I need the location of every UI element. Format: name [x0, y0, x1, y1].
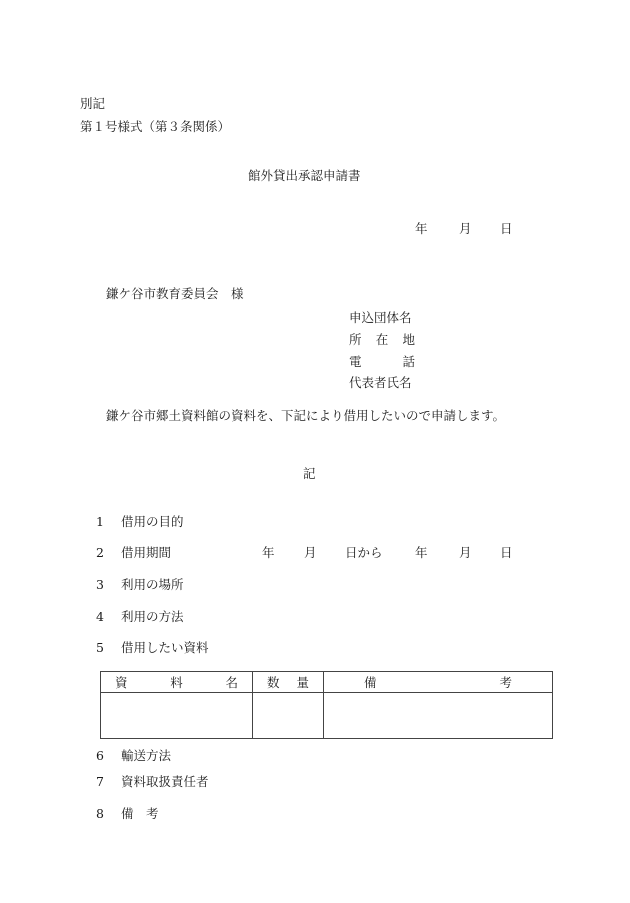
header-remarks	[324, 672, 553, 693]
item-1-number: 1	[96, 514, 104, 529]
document-title: 館外貸出承認申請書	[248, 168, 361, 183]
materials-table	[100, 671, 553, 739]
period-end-year: 年	[415, 545, 428, 560]
form-number: 第１号様式（第３条関係）	[80, 119, 231, 134]
item-7-label: 資料取扱責任者	[121, 774, 209, 789]
header-remarks-char-1: 備	[364, 675, 377, 690]
item-8-number: 8	[96, 806, 104, 821]
item-7-number: 7	[96, 774, 104, 789]
field-phone-char-1: 電	[349, 354, 362, 369]
period-start-month: 月	[304, 545, 317, 560]
cell-material-name[interactable]	[101, 693, 253, 739]
addressee: 鎌ケ谷市教育委員会 様	[106, 286, 244, 301]
field-phone-char-2: 話	[402, 354, 415, 369]
statement: 鎌ケ谷市郷土資料館の資料を、下記により借用したいので申請します。	[106, 408, 506, 423]
period-start-year: 年	[262, 545, 275, 560]
item-3-label: 利用の場所	[121, 577, 184, 592]
item-4-number: 4	[96, 609, 104, 624]
header-remarks-char-2: 考	[499, 675, 512, 690]
cell-quantity[interactable]	[253, 693, 324, 739]
item-2-label: 借用期間	[121, 545, 172, 560]
item-5-number: 5	[96, 640, 104, 655]
field-phone	[349, 356, 415, 369]
item-6-number: 6	[96, 748, 104, 763]
header-material-name-char-2: 料	[170, 675, 183, 690]
ki-label: 記	[303, 466, 316, 481]
date-year: 年	[415, 221, 428, 236]
period-end-month: 月	[459, 545, 472, 560]
date-day: 日	[500, 221, 513, 236]
field-address-char-3: 地	[402, 332, 415, 347]
header-quantity-char-1: 数	[267, 675, 280, 690]
field-address-char-1: 所	[349, 332, 362, 347]
cell-remarks[interactable]	[324, 693, 553, 739]
header-quantity-char-2: 量	[296, 675, 309, 690]
header-quantity	[253, 672, 324, 693]
item-1-label: 借用の目的	[121, 514, 184, 529]
item-6-label: 輸送方法	[121, 748, 172, 763]
table-header-row	[101, 672, 553, 693]
header-material-name-char-1: 資	[115, 675, 128, 690]
table-row	[101, 693, 553, 739]
item-5-label: 借用したい資料	[121, 640, 209, 655]
field-representative: 代表者氏名	[349, 375, 412, 390]
period-end-day: 日	[500, 545, 513, 560]
date-month: 月	[459, 221, 472, 236]
item-2-number: 2	[96, 545, 104, 560]
item-3-number: 3	[96, 577, 104, 592]
header-material-name	[101, 672, 253, 693]
field-address	[349, 334, 415, 347]
item-4-label: 利用の方法	[121, 609, 184, 624]
period-start-day: 日から	[345, 545, 383, 560]
bekki-label: 別記	[80, 96, 106, 111]
field-group-name: 申込団体名	[349, 310, 412, 325]
header-material-name-char-3: 名	[225, 675, 238, 690]
item-8-label: 備 考	[121, 806, 159, 821]
field-address-char-2: 在	[375, 332, 389, 347]
